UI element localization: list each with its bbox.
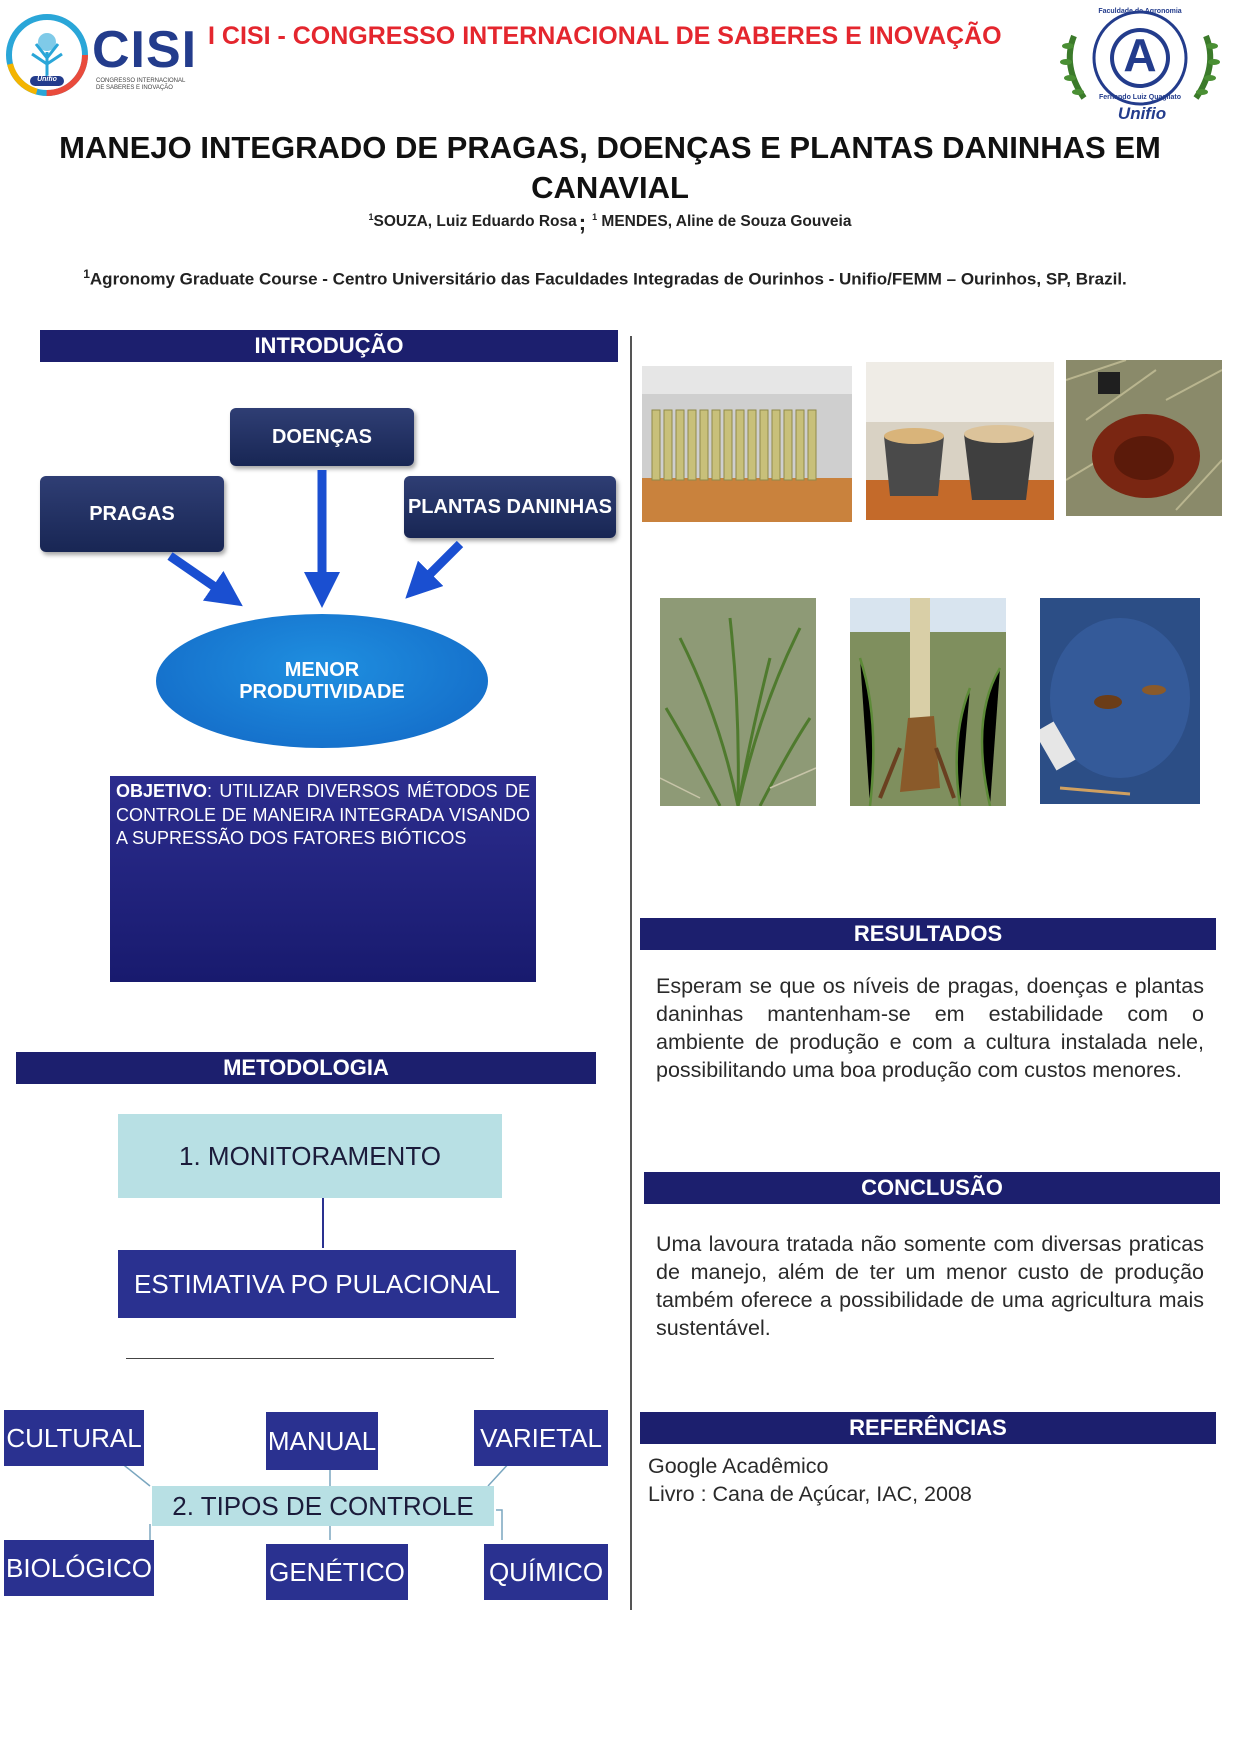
step-tipos-de-controle: 2. TIPOS DE CONTROLE: [152, 1486, 494, 1526]
agronomia-logo-ring-top: Faculdade de Agronomia: [1098, 8, 1182, 15]
arrow-plantas: [418, 544, 460, 586]
step-estimativa-populacional: ESTIMATIVA PO PULACIONAL: [118, 1250, 516, 1318]
diagram-menor-produtividade: [156, 614, 488, 748]
objetivo-text: : UTILIZAR DIVERSOS MÉTODOS DE CONTROLE DE MANEIRA INTEGRADA VISANDO A SUPRESSÃO DOS FATORES BIÓTICOS: [116, 781, 530, 848]
poster-title-line1: MANEJO INTEGRADO DE PRAGAS, DOENÇAS E PLANTAS DANINHAS EM: [59, 130, 1161, 165]
referencias-heading: REFERÊNCIAS: [640, 1412, 1216, 1444]
authors-separator: ;: [578, 210, 587, 235]
diagram-arrows: [0, 0, 640, 640]
agronomia-logo: [1054, 6, 1226, 124]
agronomia-logo-badge: Unifio: [1117, 104, 1167, 123]
control-biologico: BIOLÓGICO: [4, 1540, 154, 1596]
event-title: I CISI - CONGRESSO INTERNACIONAL DE SABERES E INOVAÇÃO: [208, 22, 1002, 50]
objetivo-label: OBJETIVO: [116, 781, 208, 801]
referencia-item: Google Acadêmico: [648, 1454, 829, 1478]
photo-soil-pit: [1066, 360, 1222, 516]
agronomia-logo-letter: A: [1123, 29, 1157, 81]
metodologia-heading: METODOLOGIA: [16, 1052, 596, 1084]
photo-cane-setts: [642, 366, 852, 522]
control-genetico: GENÉTICO: [266, 1544, 408, 1600]
photo-grass-field: [660, 598, 816, 806]
control-varietal: VARIETAL: [474, 1410, 608, 1466]
arrow-pragas: [170, 556, 228, 596]
control-cultural: CULTURAL: [4, 1410, 144, 1466]
affiliation-text: Agronomy Graduate Course - Centro Universitário das Faculdades Integradas de Ourinhos - Unifio/FEMM – Ourinhos, SP, Brazil.: [89, 269, 1127, 289]
diagram-doencas: DOENÇAS: [230, 408, 414, 466]
connector-line: [322, 1198, 324, 1248]
affiliation-sup: 1: [83, 267, 90, 281]
author2: MENDES, Aline de Souza Gouveia: [601, 213, 852, 230]
step-monitoramento: 1. MONITORAMENTO: [118, 1114, 502, 1198]
control-quimico: QUÍMICO: [484, 1544, 608, 1600]
diagram-result-line2: PRODUTIVIDADE: [239, 681, 405, 703]
resultados-heading: RESULTADOS: [640, 918, 1216, 950]
author1-sup: 1: [368, 211, 374, 222]
cisi-logo-badge: Unifio: [37, 76, 57, 83]
agronomia-logo-ring-bottom: Fernando Luiz Quagliato: [1098, 94, 1182, 101]
conclusao-heading: CONCLUSÃO: [644, 1172, 1220, 1204]
poster-title-line2: CANAVIAL: [531, 170, 689, 205]
control-manual: MANUAL: [266, 1412, 378, 1470]
photo-cane-stalk: [850, 598, 1006, 806]
objetivo-box: [110, 776, 536, 982]
referencias-list: [648, 1452, 972, 1508]
separator-line: [126, 1358, 494, 1359]
cisi-logo-subtitle: CONGRESSO INTERNACIONAL DE SABERES E INOVAÇÃO: [96, 78, 186, 91]
resultados-text: Esperam se que os níveis de pragas, doenças e plantas daninhas mantenham-se em estabilidade com o ambiente de produção e com a cultura instalada nele, possibilitando uma boa produção com custos menores.: [656, 974, 1204, 1082]
diagram-plantas-daninhas: PLANTAS DANINHAS: [404, 476, 616, 538]
author2-sup: 1: [592, 211, 598, 222]
referencia-item: Livro : Cana de Açúcar, IAC, 2008: [648, 1482, 972, 1506]
photo-pots: [866, 362, 1054, 520]
author1: SOUZA, Luiz Eduardo Rosa: [373, 213, 577, 230]
introducao-heading: INTRODUÇÃO: [40, 330, 618, 362]
diagram-pragas: PRAGAS: [40, 476, 224, 552]
cisi-logo-name: CISI: [92, 21, 198, 79]
diagram-result-line1: MENOR: [284, 659, 360, 681]
conclusao-text: Uma lavoura tratada não somente com diversas praticas de manejo, além de ter um menor custo de produção também oferece a possibilidade de uma agricultura mais sustentável.: [656, 1232, 1204, 1340]
photo-insect-trap: [1040, 598, 1200, 804]
